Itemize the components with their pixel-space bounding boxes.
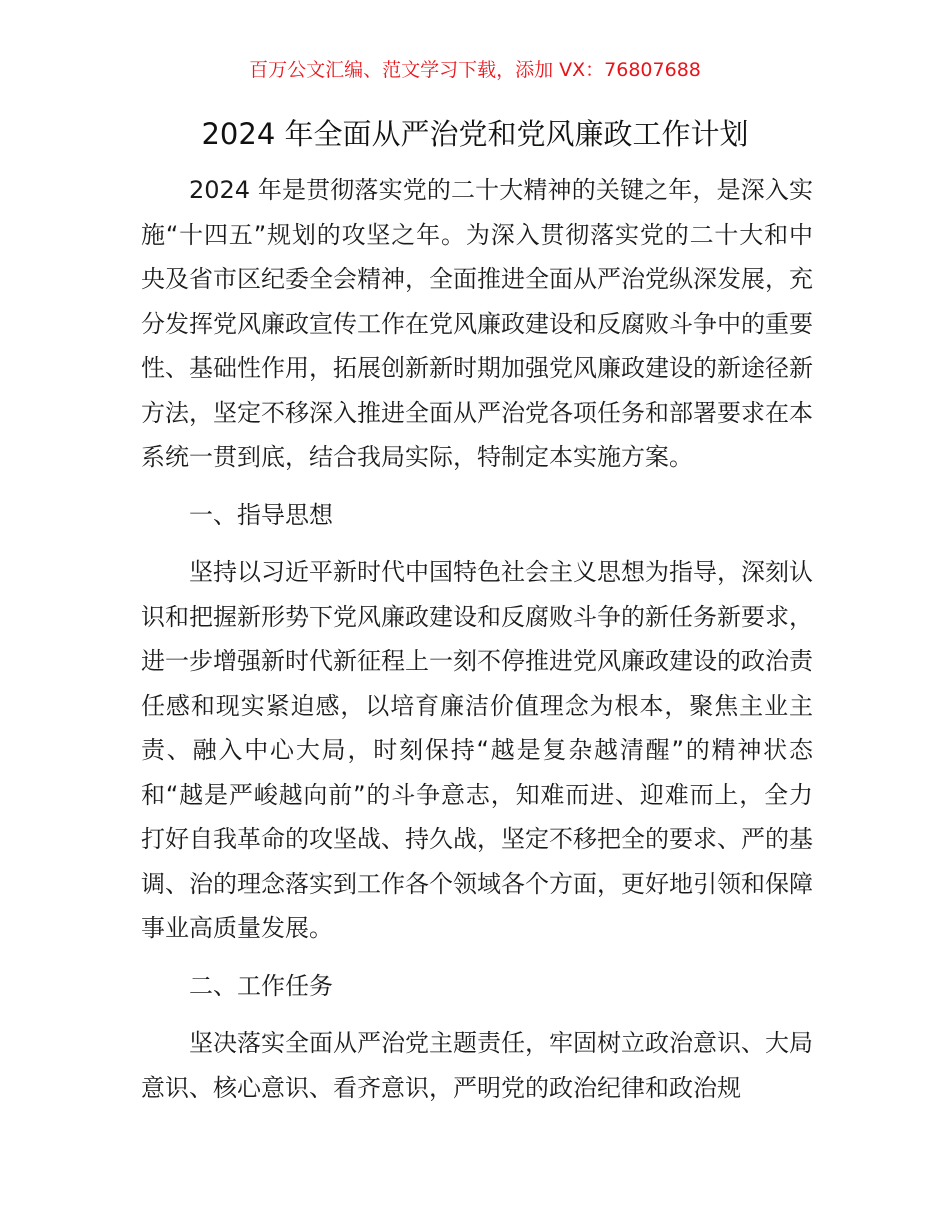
document-body <box>141 168 813 1110</box>
intro-paragraph: 2024 年是贯彻落实党的二十大精神的关键之年，是深入实施“十四五”规划的攻坚之年。为深入贯彻落实党的二十大和中央及省市区纪委全会精神，全面推进全面从严治党纵深发展，充分发挥党风廉政宣传工作在党风廉政建设和反腐败斗争中的重要性、基础性作用，拓展创新新时期加强党风廉政建设的新途径新方法，坚定不移深入推进全面从严治党各项任务和部署要求在本系统一贯到底，结合我局实际，特制定本实施方案。 <box>141 176 813 471</box>
watermark-header: 百万公文汇编、范文学习下载，添加 VX：76807688 <box>249 59 701 81</box>
guiding-thought-paragraph: 坚持以习近平新时代中国特色社会主义思想为指导，深刻认识和把握新形势下党风廉政建设和反腐败斗争的新任务新要求，进一步增强新时代新征程上一刻不停推进党风廉政建设的政治责任感和现实紧迫感，以培育廉洁价值理念为根本，聚焦主业主责、融入中心大局，时刻保持“越是复杂越清醒”的精神状态和“越是严峻越向前”的斗争意志，知难而进、迎难而上，全力打好自我革命的攻坚战、持久战，坚定不移把全的要求、严的基调、治的理念落实到工作各个领域各个方面，更好地引领和保障事业高质量发展。 <box>141 558 813 942</box>
work-tasks-paragraph: 坚决落实全面从严治党主题责任，牢固树立政治意识、大局意识、核心意识、看齐意识，严明党的政治纪律和政治规 <box>141 1029 813 1102</box>
document-title: 2024 年全面从严治党和党风廉政工作计划 <box>201 117 749 151</box>
section-heading-work-tasks: 二、工作任务 <box>189 971 333 1000</box>
section-heading-guiding-thought: 一、指导思想 <box>189 500 333 529</box>
